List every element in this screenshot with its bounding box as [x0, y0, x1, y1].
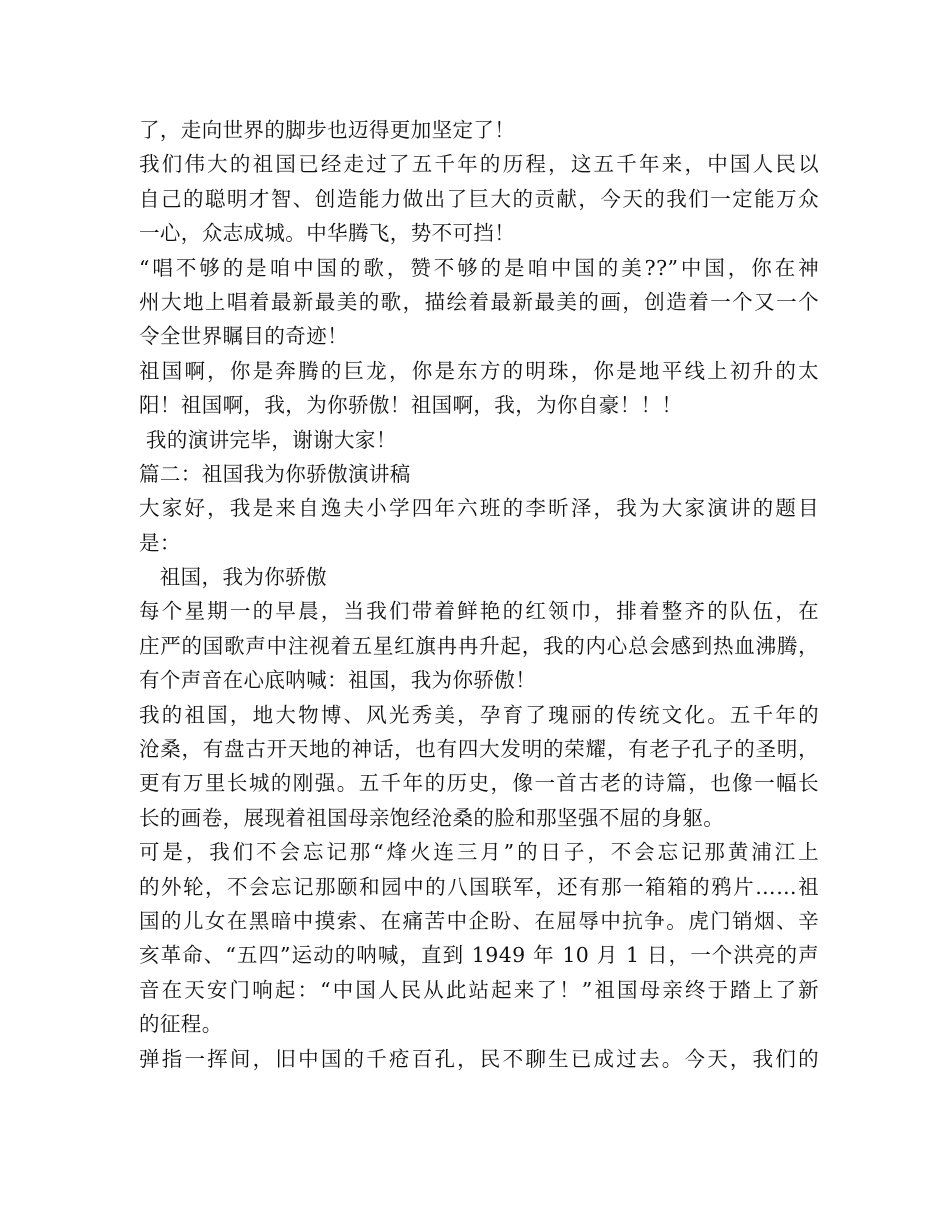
text-line: 大家好，我是来自逸夫小学四年六班的李昕泽，我为大家演讲的题目	[139, 496, 819, 521]
text-line: 一心，众志成城。中华腾飞，势不可挡！	[139, 221, 516, 246]
text-line: 音在天安门响起：“中国人民从此站起来了！”祖国母亲终于踏上了新	[139, 977, 819, 1002]
text-line: 庄严的国歌声中注视着五星红旗冉冉升起，我的内心总会感到热血沸腾，	[139, 633, 819, 658]
speech-text	[139, 113, 819, 1076]
text-line: 长的画卷，展现着祖国母亲饱经沧桑的脸和那坚强不屈的身躯。	[139, 805, 725, 830]
text-line: “唱不够的是咱中国的歌，赞不够的是咱中国的美??”中国，你在神	[139, 255, 819, 280]
text-line: 的征程。	[139, 1012, 223, 1037]
text-line: 每个星期一的早晨，当我们带着鲜艳的红领巾，排着整齐的队伍，在	[139, 599, 819, 624]
text-line: 国的儿女在黑暗中摸索、在痛苦中企盼、在屈辱中抗争。虎门销烟、辛	[139, 908, 819, 933]
section-heading: 篇二：祖国我为你骄傲演讲稿	[139, 461, 411, 486]
text-line: 是：	[139, 530, 181, 555]
text-line: 可是，我们不会忘记那“烽火连三月”的日子，不会忘记那黄浦江上	[139, 840, 819, 865]
text-line: 令全世界瞩目的奇迹！	[139, 324, 348, 349]
text-line: 阳！祖国啊，我，为你骄傲！祖国啊，我，为你自豪！！！	[139, 393, 683, 418]
text-line: 自己的聪明才智、创造能力做出了巨大的贡献，今天的我们一定能万众	[139, 186, 819, 211]
text-line: 我的演讲完毕，谢谢大家！	[139, 427, 397, 452]
text-line: 更有万里长城的刚强。五千年的历史，像一首古老的诗篇，也像一幅长	[139, 771, 819, 796]
text-line: 我的祖国，地大物博、风光秀美，孕育了瑰丽的传统文化。五千年的	[139, 702, 819, 727]
text-line: 沧桑，有盘古开天地的神话，也有四大发明的荣耀，有老子孔子的圣明，	[139, 737, 819, 762]
text-line: 弹指一挥间，旧中国的千疮百孔，民不聊生已成过去。今天，我们的	[139, 1046, 819, 1071]
text-line: 的外轮，不会忘记那颐和园中的八国联军，还有那一箱箱的鸦片……祖	[139, 874, 819, 899]
text-line: 有个声音在心底呐喊：祖国，我为你骄傲！	[139, 668, 537, 693]
text-line: 了，走向世界的脚步也迈得更加坚定了！	[139, 118, 516, 142]
text-line: 亥革命、“五四”运动的呐喊，直到 1949 年 10 月 1 日，一个洪亮的声	[139, 943, 819, 968]
text-line: 祖国啊，你是奔腾的巨龙，你是东方的明珠，你是地平线上初升的太	[139, 358, 819, 383]
text-line: 我们伟大的祖国已经走过了五千年的历程，这五千年来，中国人民以	[139, 152, 819, 177]
text-line: 州大地上唱着最新最美的歌，描绘着最新最美的画，创造着一个又一个	[139, 289, 819, 314]
speech-title: 祖国，我为你骄傲	[139, 565, 327, 590]
